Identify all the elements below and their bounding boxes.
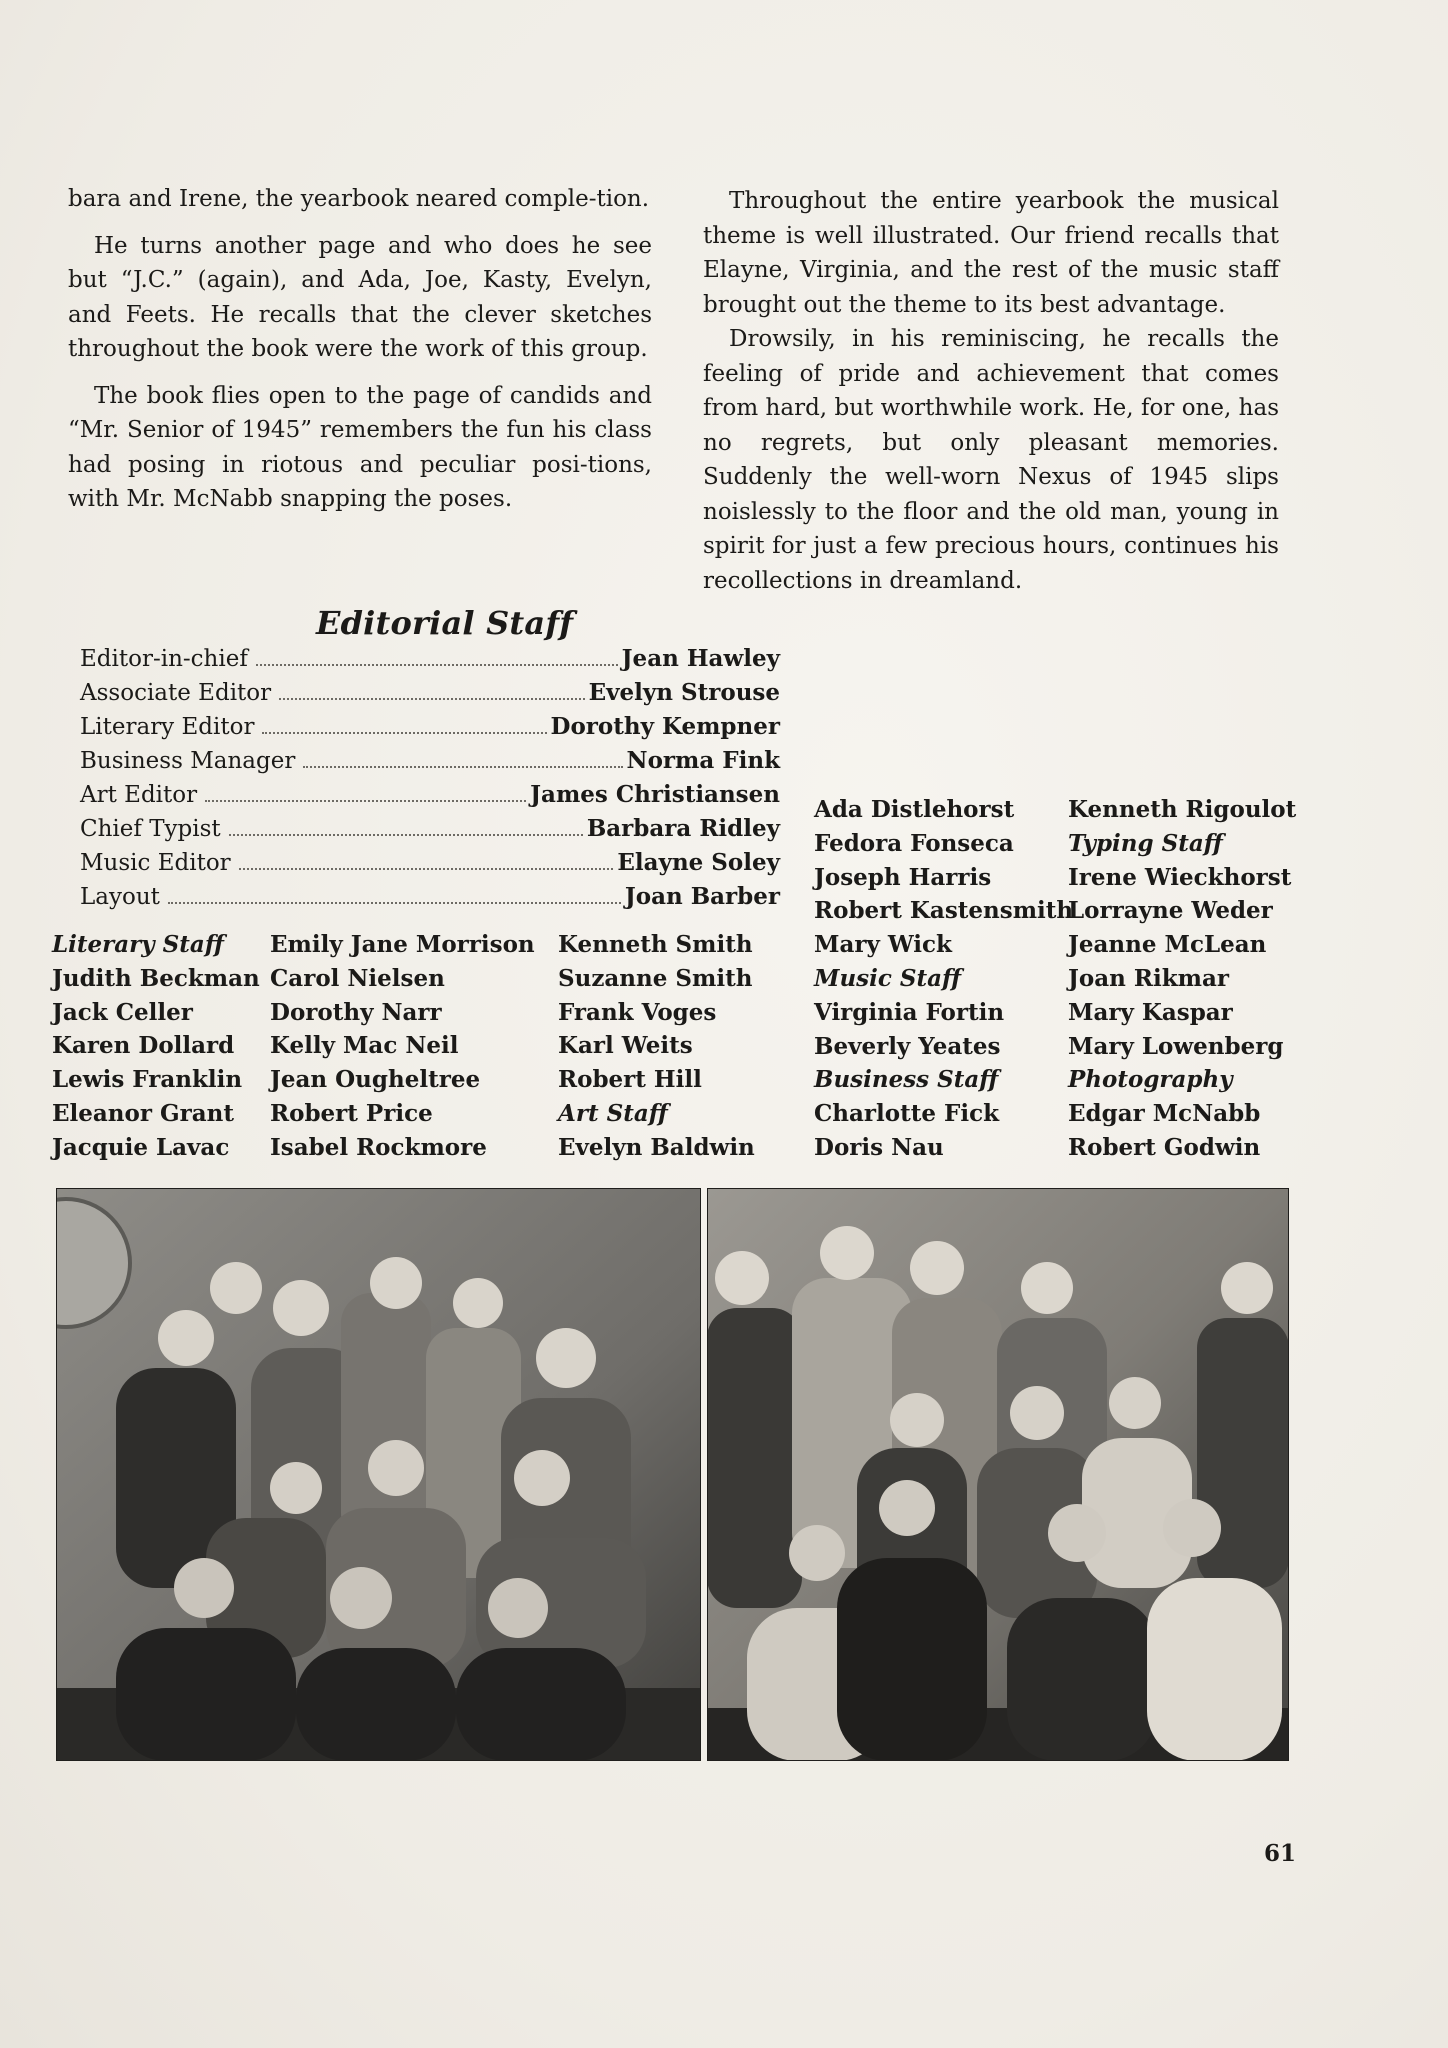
roster-name: Kelly Mac Neil <box>270 1032 459 1060</box>
roster-name: Doris Nau <box>814 1133 944 1161</box>
roster-column <box>814 793 1073 1165</box>
roster-name: Charlotte Fick <box>814 1100 1000 1128</box>
roster-name: Emily Jane Morrison <box>270 931 535 958</box>
roster-name: Kenneth Smith <box>558 931 753 958</box>
roster-name: Robert Price <box>270 1099 433 1127</box>
roster-name: Kenneth Rigoulot <box>1068 796 1297 823</box>
roster-name: Jacquie Lavac <box>52 1133 230 1161</box>
staff-name: Evelyn Strouse <box>588 679 780 706</box>
paragraph: Throughout the entire yearbook the musical theme is well illustrated. Our friend recalls that Elayne, Virginia, and the rest of the music staff brought out the theme to its best advantage. <box>703 188 1279 318</box>
leader-dots <box>229 834 583 836</box>
leader-dots <box>303 766 622 768</box>
role-label: Chief Typist <box>80 816 221 842</box>
editorial-entry <box>80 747 780 781</box>
roster-column <box>558 928 755 1165</box>
roster-name: Dorothy Narr <box>270 998 442 1026</box>
text-column-left <box>68 182 652 517</box>
roster-name: Karl Weits <box>558 1032 693 1060</box>
roster-name: Fedora Fonseca <box>814 829 1014 857</box>
roster-name: Evelyn Baldwin <box>558 1133 755 1161</box>
role-label: Literary Editor <box>80 714 255 740</box>
roster-name: Jean Ougheltree <box>270 1066 481 1094</box>
roster-name: Mary Wick <box>814 931 952 959</box>
roster-header: Business Staff <box>814 1066 999 1094</box>
roster-header: Photography <box>1068 1066 1233 1094</box>
roster-header: Literary Staff <box>52 931 224 958</box>
roster-name: Judith Beckman <box>52 964 260 992</box>
leader-dots <box>168 902 621 904</box>
editorial-entry <box>80 849 780 883</box>
roster-name: Karen Dollard <box>52 1032 235 1060</box>
staff-name: James Christiansen <box>530 781 780 808</box>
roster-header: Typing Staff <box>1068 829 1223 857</box>
role-label: Associate Editor <box>80 680 272 706</box>
roster-name: Lorrayne Weder <box>1068 897 1273 925</box>
staff-name: Dorothy Kempner <box>550 713 780 740</box>
roster-name: Joseph Harris <box>814 863 992 891</box>
roster-name: Mary Lowenberg <box>1068 1032 1284 1060</box>
roster-column <box>52 928 260 1165</box>
staff-name: Elayne Soley <box>617 849 780 876</box>
editorial-entry <box>80 815 780 849</box>
roster-name: Mary Kaspar <box>1068 998 1233 1026</box>
editorial-entry <box>80 781 780 815</box>
roster-header: Art Staff <box>558 1099 668 1127</box>
editorial-staff-list <box>80 645 780 917</box>
editorial-entry <box>80 713 780 747</box>
editorial-entry <box>80 883 780 917</box>
roster-name: Robert Hill <box>558 1066 702 1094</box>
staff-name: Norma Fink <box>626 747 780 774</box>
roster-name: Suzanne Smith <box>558 964 753 992</box>
role-label: Layout <box>80 884 160 910</box>
staff-name: Joan Barber <box>624 883 780 910</box>
editorial-entry <box>80 679 780 713</box>
staff-group-photo-right <box>707 1188 1289 1761</box>
leader-dots <box>239 868 614 870</box>
roster-name: Jack Celler <box>52 998 193 1026</box>
roster-name: Ada Distlehorst <box>814 796 1015 823</box>
roster-name: Robert Godwin <box>1068 1133 1261 1161</box>
leader-dots <box>262 732 546 734</box>
role-label: Business Manager <box>80 748 296 774</box>
roster-name: Carol Nielsen <box>270 964 445 992</box>
roster-header: Music Staff <box>814 964 962 992</box>
roster-name: Irene Wieckhorst <box>1068 863 1292 891</box>
roster-name: Virginia Fortin <box>814 998 1005 1026</box>
paragraph: Drowsily, in his reminiscing, he recalls the feeling of pride and achievement that comes from hard, but worthwhile work. He, for one, has no regrets, but only pleasant memories. Suddenly the well-worn Nexus of 1945 slips noislessly to the floor and the old man, young in spirit for just a few precious hours, continues his recollections in dreamland. <box>703 326 1279 594</box>
roster-name: Edgar McNabb <box>1068 1100 1261 1128</box>
roster-column <box>270 928 535 1165</box>
editorial-staff-title: Editorial Staff <box>316 604 574 642</box>
roster-name: Joan Rikmar <box>1068 964 1229 992</box>
leader-dots <box>279 698 585 700</box>
roster-name: Frank Voges <box>558 998 717 1026</box>
text-column-right <box>703 184 1279 598</box>
roster-name: Isabel Rockmore <box>270 1133 487 1161</box>
role-label: Art Editor <box>80 782 198 808</box>
roster-name: Jeanne McLean <box>1068 931 1267 959</box>
role-label: Music Editor <box>80 850 231 876</box>
role-label: Editor-in-chief <box>80 646 248 672</box>
staff-name: Jean Hawley <box>621 645 780 672</box>
roster-name: Lewis Franklin <box>52 1066 243 1094</box>
roster-name: Beverly Yeates <box>814 1032 1001 1060</box>
leader-dots <box>205 800 526 802</box>
paragraph: He turns another page and who does he see but “J.C.” (again), and Ada, Joe, Kasty, Evelyn, and Feets. He recalls that the clever sketches throughout the book were the work of this group. <box>68 232 652 362</box>
paragraph: The book flies open to the page of candids and “Mr. Senior of 1945” remembers the fun his class had posing in riotous and peculiar posi-tions, with Mr. McNabb snapping the poses. <box>68 382 652 512</box>
staff-group-photo-left <box>56 1188 701 1761</box>
editorial-entry <box>80 645 780 679</box>
page-number: 61 <box>1264 1840 1297 1867</box>
roster-name: Eleanor Grant <box>52 1099 235 1127</box>
leader-dots <box>256 664 618 666</box>
staff-name: Barbara Ridley <box>586 815 780 842</box>
roster-column <box>1068 793 1296 1165</box>
paragraph: bara and Irene, the yearbook neared comple-tion. <box>68 186 650 212</box>
roster-name: Robert Kastensmith <box>814 897 1074 925</box>
